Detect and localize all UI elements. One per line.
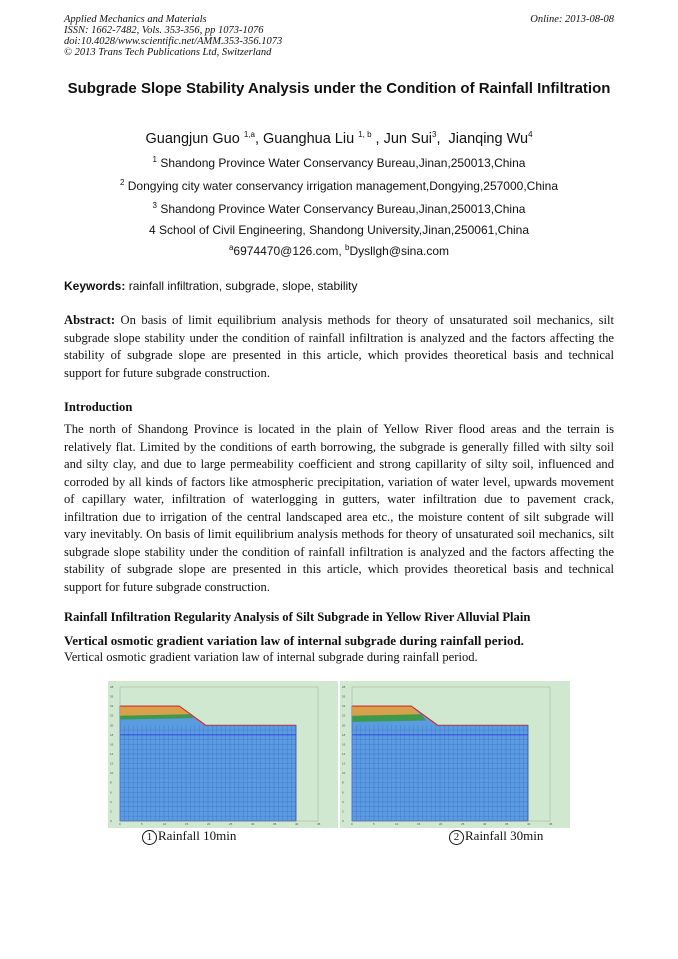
y-tick-label: 4 [342,799,344,804]
journal-header [64,14,282,58]
y-tick-label: 12 [110,761,114,766]
y-tick-label: 14 [110,752,114,756]
y-tick-label: 2 [110,809,112,814]
x-tick-label: 15 [185,822,189,826]
email-b: Dysllgh@sina.com [349,244,450,258]
keywords-label: Keywords: [64,279,126,293]
figure-rainfall-10min [108,681,338,828]
author-sup: 4 [528,130,533,139]
author-name: Jun Sui [383,130,432,147]
y-tick-label: 6 [342,790,344,795]
figure-number: 2 [449,830,464,845]
x-tick-label: 25 [461,822,465,826]
aff-text: Dongying city water conservancy irrigation management,Dongying,257000,China [127,179,559,193]
x-tick-label: 20 [439,822,443,826]
introduction-heading: Introduction [64,400,133,414]
x-tick-label: 30 [251,822,255,826]
y-tick-label: 28 [342,685,346,689]
seepage-plot [340,681,570,828]
y-tick-label: 10 [110,771,114,776]
y-tick-label: 26 [342,694,346,699]
x-tick-label: 0 [351,822,353,826]
x-tick-label: 35 [505,822,509,826]
author-name: Guanghua Liu [263,130,355,147]
abstract [64,312,614,382]
email-sup: a [228,243,234,252]
author-sup: 3 [431,130,437,139]
x-tick-label: 15 [417,822,421,826]
x-tick-label: 5 [373,822,375,826]
x-tick-label: 45 [317,822,321,826]
author-name: Jianqing Wu [448,130,529,147]
aff-sup: 2 [119,178,125,187]
y-tick-label: 22 [110,713,114,718]
keywords [64,279,357,293]
keywords-text: rainfall infiltration, subgrade, slope, stability [125,279,358,293]
online-date: Online: 2013-08-08 [530,14,614,25]
y-tick-label: 14 [342,752,346,756]
y-tick-label: 20 [342,723,346,728]
x-tick-label: 35 [273,822,277,826]
affiliation [34,223,644,237]
authors: Guangjun Guo $^{1,a}$, Guanghua Liu $^{1, b}$ , Jun Sui$^3$, Jianqing Wu$^4$ [145,130,533,147]
y-tick-label: 24 [110,704,114,709]
subsection-heading: Vertical osmotic gradient variation law of internal subgrade during rainfall period. [64,633,524,648]
x-tick-label: 25 [229,822,233,826]
x-tick-label: 10 [395,822,399,826]
issn: ISSN: 1662-7482, Vols. 353-356, pp 1073-1076 [64,25,264,36]
y-tick-label: 4 [110,799,112,804]
x-tick-label: 20 [207,822,211,826]
y-tick-label: 16 [342,742,346,747]
y-tick-label: 8 [342,780,344,785]
paper-title: Subgrade Slope Stability Analysis under the Condition of Rainfall Infiltration [67,80,611,97]
email-a: 6974470@126.com, [233,244,346,258]
affiliation [34,155,644,170]
y-tick-label: 22 [342,713,346,718]
affiliation [34,201,644,216]
y-tick-label: 28 [110,685,114,689]
figure-caption [449,828,543,845]
subsection-text: Vertical osmotic gradient variation law of internal subgrade during rainfall period. [64,650,478,664]
figure-caption [142,828,236,845]
x-tick-label: 40 [527,822,531,826]
aff-text: 4 School of Civil Engineering, Shandong University,Jinan,250061,China [148,223,529,237]
y-tick-label: 24 [342,704,346,709]
copyright: © 2013 Trans Tech Publications Ltd, Switzerland [64,47,272,58]
x-tick-label: 40 [295,822,299,826]
aff-sup: 3 [152,201,157,210]
y-tick-label: 26 [110,694,114,699]
journal-name: Applied Mechanics and Materials [64,14,207,25]
x-tick-label: 30 [483,822,487,826]
y-tick-label: 20 [110,723,114,728]
y-tick-label: 6 [110,790,112,795]
figure-number: 1 [142,830,157,845]
x-tick-label: 0 [119,822,121,826]
emails [34,243,644,258]
author-sup: 1,a [243,130,255,139]
x-tick-label: 10 [163,822,167,826]
y-tick-label: 12 [342,761,346,766]
abstract-label: Abstract: [64,313,116,327]
section-heading: Rainfall Infiltration Regularity Analysis of Silt Subgrade in Yellow River Alluvial Plain [64,610,531,624]
y-tick-label: 0 [342,819,344,823]
doi: doi:10.4028/www.scientific.net/AMM.353-356.1073 [64,36,283,47]
y-tick-label: 8 [110,780,112,785]
introduction-text: The north of Shandong Province is located in the plain of Yellow River flood areas and the terrain is relatively flat. Limited by the conditions of earth borrowing, the subgrade is generally filled with silty soil and silty clay, and due to large permeability coefficient and strong capillarity of silty soil, influenced and corroded by all kinds of factors like atmospheric precipitation, variation of water level, upwards movement of capillary water, infiltration of waterlogging in gutters, water infiltration due to pavement crack, infiltration due to irrigation of the central landscaped area etc., the moisture content of silt subgrade will vary inevitably. On basis of limit equilibrium analysis methods for theory of unsaturated soil mechanics, silt subgrade slope stability under the condition of rainfall infiltration is analyzed and the factors affecting the stability of subgrade slope are presented in this article, which provides theoretical basis and technical support for future subgrade construction. [64,422,614,594]
y-tick-label: 10 [342,771,346,776]
abstract-text: On basis of limit equilibrium analysis methods for theory of unsaturated soil mechanics, silt subgrade slope stability under the condition of rainfall infiltration is analyzed and the factors affecting the stability of subgrade slope are presented in this article, which provides theoretical basis and technical support for future subgrade construction. [64,313,614,380]
y-tick-label: 18 [342,732,346,737]
author-name: Guangjun Guo [145,130,240,147]
x-tick-label: 45 [549,822,553,826]
email-sup: b [345,243,350,252]
y-tick-label: 16 [110,742,114,747]
x-tick-label: 5 [141,822,143,826]
aff-text: Shandong Province Water Conservancy Bureau,Jinan,250013,China [160,202,526,216]
y-tick-label: 18 [110,732,114,737]
caption-text: Rainfall 10min [158,828,237,843]
figure-rainfall-30min [340,681,570,828]
y-tick-label: 0 [110,819,112,823]
y-tick-label: 2 [342,809,344,814]
author-sup: 1, b [358,130,372,139]
affiliation [34,178,644,193]
caption-text: Rainfall 30min [465,828,544,843]
seepage-plot [108,681,338,828]
aff-sup: 1 [152,155,157,164]
aff-text: Shandong Province Water Conservancy Bureau,Jinan,250013,China [160,156,526,170]
